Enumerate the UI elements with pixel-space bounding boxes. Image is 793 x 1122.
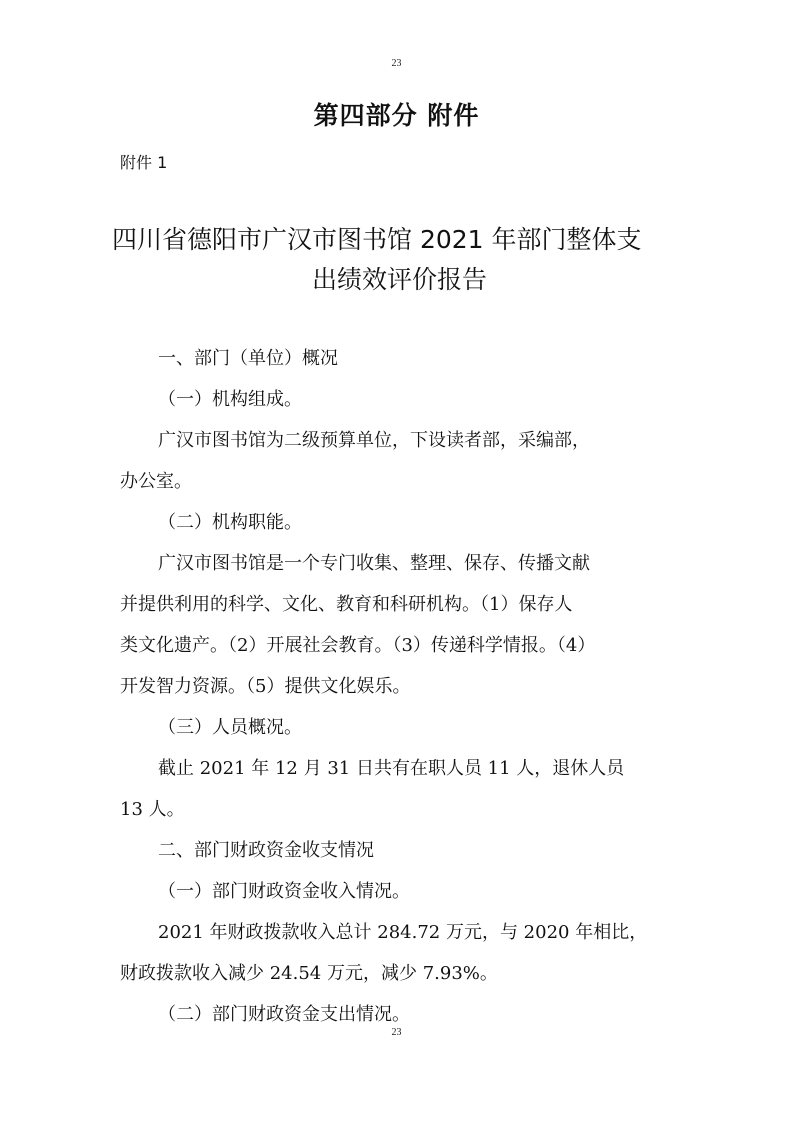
paragraph-line: 类文化遗产。（2）开展社会教育。（3）传递科学情报。（4） — [120, 635, 596, 656]
paragraph-line: 并提供利用的科学、文化、教育和科研机构。（1）保存人 — [120, 594, 573, 615]
section-heading: 第四部分 附件 — [313, 101, 480, 130]
paragraph-line: 广汉市图书馆是一个专门收集、整理、保存、传播文献 — [158, 553, 590, 574]
paragraph-line: 2021 年财政拨款收入总计 284.72 万元，与 2020 年相比， — [158, 922, 648, 943]
paragraph-income — [120, 912, 680, 994]
subheading-income: （一）部门财政资金收入情况。 — [158, 881, 410, 902]
paragraph-org-structure — [120, 420, 680, 502]
report-title-line-1: 四川省德阳市广汉市图书馆 2021 年部门整体支 — [112, 225, 642, 254]
report-title — [112, 220, 687, 300]
report-body — [120, 338, 680, 1035]
subheading-org-structure: （一）机构组成。 — [158, 389, 302, 410]
page-number-top: 23 — [391, 58, 402, 69]
paragraph-line: 开发智力资源。（5）提供文化娱乐。 — [120, 676, 411, 697]
paragraph-org-functions — [120, 543, 680, 707]
paragraph-line: 办公室。 — [120, 471, 192, 492]
paragraph-personnel — [120, 748, 680, 830]
subheading-expenditure: （二）部门财政资金支出情况。 — [158, 1004, 410, 1025]
paragraph-line: 广汉市图书馆为二级预算单位，下设读者部，采编部， — [158, 430, 590, 451]
page-number-bottom: 23 — [391, 1027, 402, 1038]
paragraph-line: 13 人。 — [120, 799, 185, 820]
heading-finance: 二、部门财政资金收支情况 — [158, 840, 374, 861]
heading-department-overview: 一、部门（单位）概况 — [158, 348, 338, 369]
subheading-personnel: （三）人员概况。 — [158, 717, 302, 738]
attachment-label: 附件 1 — [120, 153, 168, 172]
report-title-line-2: 出绩效评价报告 — [311, 265, 487, 294]
subheading-org-functions: （二）机构职能。 — [158, 512, 302, 533]
paragraph-line: 截止 2021 年 12 月 31 日共有在职人员 11 人，退休人员 — [158, 758, 625, 779]
paragraph-line: 财政拨款收入减少 24.54 万元，减少 7.93%。 — [120, 963, 498, 984]
